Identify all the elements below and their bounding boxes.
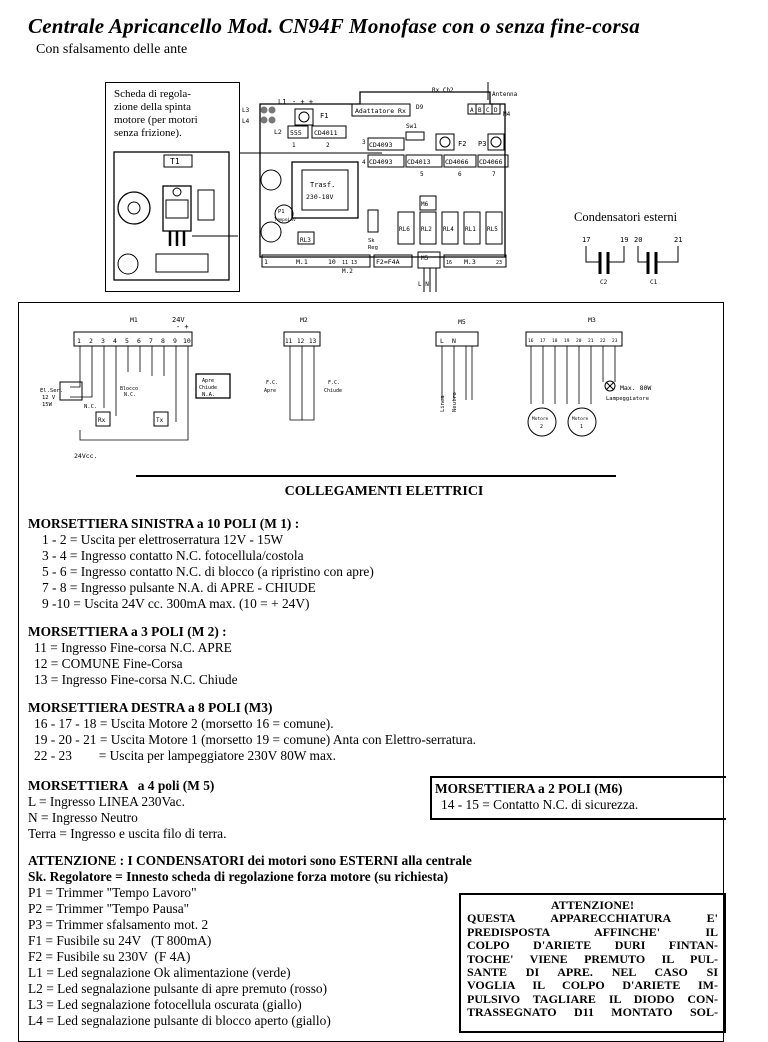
- m1-line-5: 9 -10 = Uscita 24V cc. 300mA max. (10 = + 24V): [42, 596, 310, 611]
- linea-label: Linea: [440, 395, 446, 412]
- m1-t3: 3: [101, 337, 105, 345]
- legend-l1: L1 = Led segnalazione Ok alimentazione (verde): [28, 965, 291, 980]
- trasf-label: Trasf.: [310, 181, 336, 189]
- motore2-label: Motore: [532, 417, 549, 422]
- m3-line-2: 19 - 20 - 21 = Uscita Motore 1 (morsetto 19 = comune) Anta con Elettro-serratura.: [34, 732, 476, 747]
- trasf-volt: 230-18V: [306, 193, 334, 201]
- num-4: 4: [362, 159, 366, 166]
- motore2-num: 2: [540, 424, 544, 430]
- neutro-label: Neutro: [452, 392, 458, 412]
- p3-label: P3: [478, 140, 487, 148]
- warning-title: ATTENZIONE!: [550, 898, 635, 912]
- m3-strip-end: 23: [496, 260, 503, 266]
- rx-label: Rx: [98, 417, 106, 424]
- m1-t4: 4: [113, 337, 117, 345]
- t1-label: T1: [170, 157, 180, 166]
- warning-box: [459, 893, 726, 1033]
- f1-label: F1: [320, 112, 329, 120]
- fc-apre-label: F.C.: [266, 380, 279, 386]
- m2-t13: 13: [309, 338, 317, 345]
- warning-line-8: TRASSEGNATO D11 MONTATO SOL-: [467, 1005, 718, 1020]
- m5-board-label: M5: [421, 255, 429, 262]
- m3-section: [28, 700, 476, 764]
- num-3: 3: [362, 139, 366, 146]
- plusminus-label: - + +: [292, 98, 314, 106]
- cond-21: 21: [674, 236, 683, 244]
- elser-volt: 12 V: [42, 395, 56, 401]
- m2-t12: 12: [297, 338, 305, 345]
- m1-t9: 9: [173, 337, 177, 345]
- motore1-num: 1: [580, 424, 584, 430]
- num-2: 2: [326, 142, 330, 149]
- warning-line-6: VOGLIA IL COLPO D'ARIETE IM-: [467, 978, 718, 993]
- m1-t8: 8: [161, 337, 165, 345]
- v24cc-label: 24Vcc.: [74, 452, 98, 460]
- m5-line-1: L = Ingresso LINEA 230Vac.: [28, 794, 185, 809]
- ic-cd4066-b: CD4066: [479, 158, 503, 166]
- legend-p3: P3 = Trimmer sfalsamento mot. 2: [28, 917, 209, 932]
- fc-chiude-label: F.C.: [328, 380, 341, 386]
- m4-label: M4: [503, 111, 511, 118]
- rl1-label: RL1: [465, 226, 476, 233]
- page-subtitle: Con sfalsamento delle ante: [36, 42, 188, 57]
- sk-label: Sk: [368, 238, 375, 244]
- terminal-a: A: [470, 107, 474, 114]
- m1-t1: 1: [77, 337, 81, 345]
- l1-side-label: L3: [242, 107, 250, 114]
- m2-line-3: 13 = Ingresso Fine-corsa N.C. Chiude: [34, 672, 238, 687]
- m5-tl: L: [440, 337, 444, 345]
- num-6: 6: [458, 171, 462, 178]
- ic-cd4093-a: CD4093: [369, 141, 393, 149]
- d9-label: D9: [416, 104, 424, 111]
- num-1: 1: [292, 142, 296, 149]
- m2-schem-title: M2: [300, 316, 308, 324]
- notes-section: [28, 853, 472, 1029]
- pm-label: - +: [176, 323, 189, 331]
- m1-schem-title: M1: [130, 316, 138, 324]
- cond-17: 17: [582, 236, 591, 244]
- terminal-b: B: [478, 107, 482, 114]
- rx-ch2-label: Rx Ch2: [432, 87, 454, 94]
- m5-section: [28, 778, 226, 842]
- apre-label: Apre: [202, 378, 215, 384]
- m1-section: [28, 516, 374, 612]
- terminal-c: C: [486, 107, 490, 114]
- m1-strip-end: 10: [328, 258, 336, 266]
- ic-555: 555: [290, 129, 302, 137]
- rl3-label: RL3: [300, 237, 311, 244]
- m2-strip-nums: 11 13: [342, 260, 358, 266]
- m5-schem-title: M5: [458, 318, 466, 326]
- condensers-caption: Condensatori esterni: [574, 210, 678, 224]
- m1-t7: 7: [149, 337, 153, 345]
- regulator-caption: Scheda di regola- zione della spinta motore (per motori senza frizione).: [114, 88, 198, 139]
- wiring-schematic: [40, 312, 700, 462]
- warning-line-3: COLPO D'ARIETE DURI FINTAN-: [467, 938, 718, 953]
- m5-line-3: Terra = Ingresso e uscita filo di terra.: [28, 826, 227, 841]
- blocco-nc: N.C.: [124, 392, 137, 398]
- elser-watt: 15W: [42, 402, 52, 408]
- legend-p2: P2 = Trimmer "Tempo Pausa": [28, 901, 190, 916]
- m6-box: [430, 776, 726, 820]
- adapter-label: Adattatore Rx: [355, 107, 406, 115]
- legend-f2: F2 = Fusibile su 230V (F 4A): [28, 949, 191, 964]
- m1-t5: 5: [125, 337, 129, 345]
- elser-label: El.Ser.: [40, 388, 64, 394]
- rl5-label: RL5: [487, 226, 498, 233]
- num-5: 5: [420, 171, 424, 178]
- fuse-label: F2=F4A: [376, 258, 400, 266]
- m1-t6: 6: [137, 337, 141, 345]
- control-board: [240, 82, 540, 294]
- rl6-label: RL6: [399, 226, 410, 233]
- rl2-label: RL2: [421, 226, 432, 233]
- m1-title: MORSETTIERA SINISTRA a 10 POLI (M 1) :: [28, 516, 300, 531]
- motore1-label: Motore: [572, 417, 589, 422]
- m5-line-2: N = Ingresso Neutro: [28, 810, 138, 825]
- m1-line-2: 3 - 4 = Ingresso contatto N.C. fotocellula/costola: [42, 548, 304, 563]
- warning-line-5: SANTE DI APRE. NEL CASO SI: [467, 965, 718, 980]
- m3-line-3: 22 - 23 = Uscita per lampeggiatore 230V 80W max.: [34, 748, 336, 763]
- ic-cd4011: CD4011: [314, 129, 338, 137]
- m1-line-3: 5 - 6 = Ingresso contatto N.C. di blocco (a ripristino con apre): [42, 564, 374, 579]
- cond-19: 19: [620, 236, 629, 244]
- sk-reg-label: Reg: [368, 245, 378, 251]
- m3-line-1: 16 - 17 - 18 = Uscita Motore 2 (morsetto 16 = comune).: [34, 716, 334, 731]
- m1-t2: 2: [89, 337, 93, 345]
- condensers-diagram: [578, 232, 698, 288]
- m3-t16: 16: [528, 339, 534, 344]
- m2-section: [28, 624, 238, 688]
- m3-t19: 19: [564, 339, 570, 344]
- terminal-d: D: [494, 107, 498, 114]
- fc-chiude-sub: Chiude: [324, 388, 343, 394]
- m3-schem-title: M3: [588, 316, 596, 324]
- m3-t20: 20: [576, 339, 582, 344]
- rl4-label: RL4: [443, 226, 454, 233]
- warning-line-2: PREDISPOSTA AFFINCHE' IL: [467, 924, 718, 939]
- lamp-label: Lampeggiatore: [606, 396, 650, 402]
- warning-line-1: QUESTA APPARECCHIATURA E': [467, 911, 718, 926]
- m3-t21: 21: [588, 339, 594, 344]
- heading-rule: [136, 475, 616, 477]
- legend-p1: P1 = Trimmer "Tempo Lavoro": [28, 885, 197, 900]
- page-title: Centrale Apricancello Mod. CN94F Monofase con o senza fine-corsa: [28, 14, 640, 38]
- cond-c1: C1: [650, 279, 658, 286]
- ic-cd4093-b: CD4093: [369, 158, 393, 166]
- m6-title: MORSETTIERA a 2 POLI (M6): [435, 781, 623, 796]
- m2-line-1: 11 = Ingresso Fine-corsa N.C. APRE: [34, 640, 232, 655]
- m6-line: 14 - 15 = Contatto N.C. di sicurezza.: [441, 797, 639, 812]
- tx-label: Tx: [156, 417, 164, 424]
- num-7: 7: [492, 171, 496, 178]
- l2-label: L2: [274, 128, 282, 136]
- condensers-warning: ATTENZIONE : I CONDENSATORI dei motori sono ESTERNI alla centrale: [28, 853, 472, 868]
- m2-title: MORSETTIERA a 3 POLI (M 2) :: [28, 624, 227, 639]
- warning-line-7: PULSIVO TAGLIARE IL DIODO CON-: [467, 991, 718, 1006]
- m3-t22: 22: [600, 339, 606, 344]
- legend-l2: L2 = Led segnalazione pulsante di apre premuto (rosso): [28, 981, 328, 996]
- p1-board-label: P1: [278, 209, 285, 215]
- connections-heading: COLLEGAMENTI ELETTRICI: [284, 484, 484, 499]
- m3-title: MORSETTIERA DESTRA a 8 POLI (M3): [28, 700, 273, 715]
- m1-strip-start: 1: [264, 258, 268, 266]
- f2-label: F2: [458, 140, 467, 148]
- max80-label: Max. 80W: [620, 384, 652, 392]
- cond-c2: C2: [600, 279, 608, 286]
- na-label: N.A.: [202, 392, 216, 398]
- p1-tempo-label: TempoLav: [274, 218, 296, 223]
- m3-t23: 23: [612, 339, 618, 344]
- sk-note: Sk. Regolatore = Innesto scheda di regolazione forza motore (su richiesta): [28, 869, 449, 884]
- m3-t17: 17: [540, 339, 546, 344]
- sw1-label: Sw1: [406, 123, 417, 130]
- warning-line-4: TOCHE' VIENE PREMUTO IL PUL-: [467, 951, 718, 966]
- chiude-label: Chiude: [199, 385, 218, 391]
- ic-cd4013: CD4013: [407, 158, 431, 166]
- blocco-label: Blocco: [120, 386, 139, 392]
- m3-t18: 18: [552, 339, 558, 344]
- nc-label: N.C.: [84, 404, 98, 410]
- cond-20: 20: [634, 236, 643, 244]
- m6-board-label: M6: [421, 201, 429, 208]
- m1-line-1: 1 - 2 = Uscita per elettroserratura 12V - 15W: [42, 532, 284, 547]
- m5-tn: N: [452, 337, 456, 345]
- ln-label: L N: [418, 281, 429, 288]
- regulator-board: [105, 82, 240, 292]
- ic-cd4066-a: CD4066: [445, 158, 469, 166]
- m2-line-2: 12 = COMUNE Fine-Corsa: [34, 656, 183, 671]
- fc-apre-sub: Apre: [264, 388, 277, 394]
- v24-label: 24V: [172, 316, 185, 324]
- m5-title: MORSETTIERA a 4 poli (M 5): [28, 778, 215, 793]
- m1-strip-label: M.1: [296, 258, 308, 266]
- m1-line-4: 7 - 8 = Ingresso pulsante N.A. di APRE - CHIUDE: [42, 580, 316, 595]
- m3-strip-start: 16: [446, 260, 453, 266]
- l4-side-label: L4: [242, 118, 250, 125]
- l1-label: L1: [278, 98, 287, 106]
- m2-strip-label: M.2: [342, 268, 353, 275]
- m3-strip-label: M.3: [464, 258, 476, 266]
- legend-l4: L4 = Led segnalazione pulsante di blocco aperto (giallo): [28, 1013, 331, 1028]
- m1-t10: 10: [183, 337, 191, 345]
- legend-f1: F1 = Fusibile su 24V (T 800mA): [28, 933, 212, 948]
- legend-l3: L3 = Led segnalazione fotocellula oscurata (giallo): [28, 997, 302, 1012]
- m2-t11: 11: [285, 338, 293, 345]
- antenna-label: Antenna: [492, 91, 518, 98]
- regulator-drawing: [106, 150, 238, 290]
